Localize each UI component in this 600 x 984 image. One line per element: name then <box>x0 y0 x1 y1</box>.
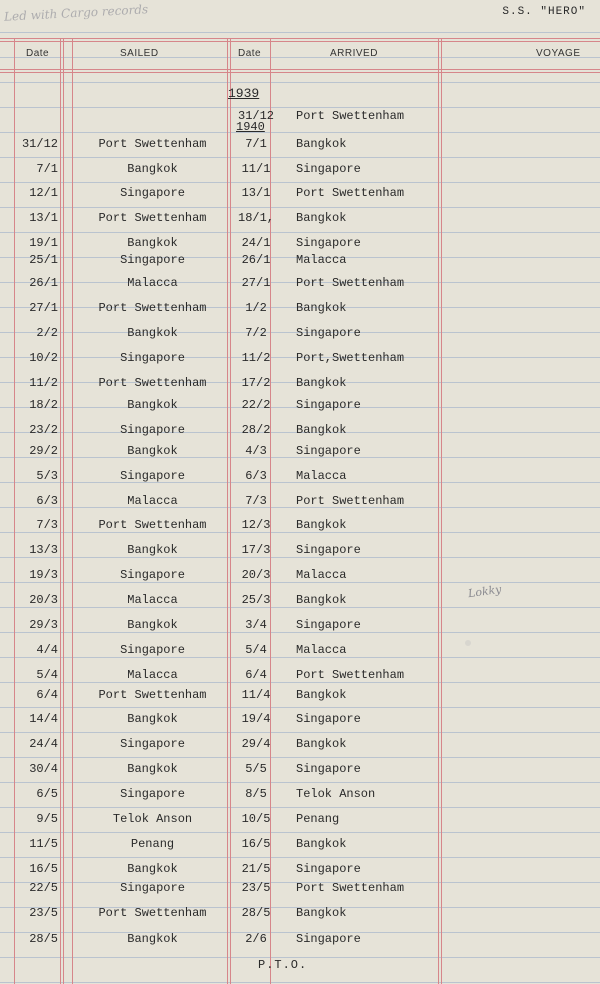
arrived-port: Bangkok <box>296 301 347 315</box>
arrived-port: Singapore <box>296 862 361 876</box>
arrived-date: 11/1 <box>241 162 271 176</box>
arrived-port: Bangkok <box>296 593 347 607</box>
arrived-date: 21/5 <box>241 862 271 876</box>
sailed-date: 7/3 <box>36 518 58 532</box>
arrived-date: 6/4 <box>245 668 267 682</box>
header-voyage: VOYAGE <box>536 48 581 59</box>
sailed-port: Singapore <box>120 186 185 200</box>
sailed-port: Singapore <box>120 469 185 483</box>
arrived-date: 17/3 <box>241 543 271 557</box>
arrived-port: Penang <box>296 812 340 826</box>
sailed-date: 5/3 <box>36 469 58 483</box>
arrived-port: Port Swettenham <box>296 668 405 682</box>
sailed-port: Bangkok <box>127 326 178 340</box>
arrived-date: 27/1 <box>241 276 271 290</box>
arrived-port: Singapore <box>296 618 361 632</box>
sailed-date: 23/2 <box>29 423 58 437</box>
arrived-port: Malacca <box>296 568 347 582</box>
arrived-port: Port Swettenham <box>296 276 405 290</box>
margin-line <box>14 38 15 984</box>
sailed-date: 7/1 <box>36 162 58 176</box>
col-divider-5b <box>441 38 442 984</box>
sailed-port: Bangkok <box>127 543 178 557</box>
sailed-port: Port Swettenham <box>98 301 207 315</box>
arrived-port: Bangkok <box>296 688 347 702</box>
sailed-port: Port Swettenham <box>98 688 207 702</box>
arrived-port: Port Swettenham <box>296 109 405 123</box>
arrived-date: 28/2 <box>241 423 271 437</box>
handwritten-note: Led with Cargo records <box>3 2 149 24</box>
sailed-date: 10/2 <box>29 351 58 365</box>
sailed-date: 19/1 <box>29 236 58 250</box>
sailed-port: Port Swettenham <box>98 211 207 225</box>
arrived-port: Singapore <box>296 932 361 946</box>
arrived-port: Malacca <box>296 469 347 483</box>
paper-mark <box>465 640 471 646</box>
sailed-port: Malacca <box>127 593 178 607</box>
col-divider-3b <box>230 38 231 984</box>
arrived-date: 10/5 <box>241 812 271 826</box>
arrived-port: Port,Swettenham <box>296 351 405 365</box>
sailed-date: 5/4 <box>36 668 58 682</box>
sailed-date: 12/1 <box>29 186 58 200</box>
arrived-date: 22/2 <box>241 398 271 412</box>
header-date-arrived: Date <box>238 48 262 59</box>
arrived-date: 1/2 <box>245 301 267 315</box>
col-divider-3 <box>227 38 228 984</box>
arrived-date: 18/1, <box>238 211 275 225</box>
col-divider-1b <box>63 38 64 984</box>
sailed-port: Singapore <box>120 423 185 437</box>
arrived-date: 11/4 <box>241 688 271 702</box>
arrived-port: Bangkok <box>296 837 347 851</box>
arrived-port: Singapore <box>296 398 361 412</box>
sailed-port: Port Swettenham <box>98 137 207 151</box>
arrived-date: 17/2 <box>241 376 271 390</box>
arrived-date: 23/5 <box>241 881 271 895</box>
arrived-port: Port Swettenham <box>296 881 405 895</box>
sailed-date: 18/2 <box>29 398 58 412</box>
arrived-port: Bangkok <box>296 423 347 437</box>
arrived-date: 5/5 <box>245 762 267 776</box>
sailed-date: 29/2 <box>29 444 58 458</box>
arrived-port: Singapore <box>296 236 361 250</box>
sailed-port: Singapore <box>120 787 185 801</box>
pencil-voyage-note: Lokky <box>467 582 503 601</box>
sailed-port: Bangkok <box>127 762 178 776</box>
sailed-date: 6/4 <box>36 688 58 702</box>
sailed-date: 28/5 <box>29 932 58 946</box>
col-divider-2 <box>72 38 73 984</box>
arrived-date: 16/5 <box>241 837 271 851</box>
sailed-date: 24/4 <box>29 737 58 751</box>
arrived-port: Singapore <box>296 162 361 176</box>
arrived-date: 2/6 <box>245 932 267 946</box>
page-footer: P.T.O. <box>258 958 308 972</box>
arrived-date: 4/3 <box>245 444 267 458</box>
arrived-date: 25/3 <box>241 593 271 607</box>
sailed-port: Singapore <box>120 568 185 582</box>
sailed-port: Bangkok <box>127 618 178 632</box>
arrived-port: Singapore <box>296 543 361 557</box>
arrived-date: 7/2 <box>245 326 267 340</box>
sailed-date: 30/4 <box>29 762 58 776</box>
sailed-port: Bangkok <box>127 932 178 946</box>
header-sailed: SAILED <box>120 48 159 59</box>
arrived-port: Bangkok <box>296 737 347 751</box>
sailed-port: Penang <box>130 837 175 851</box>
arrived-date: 28/5 <box>241 906 271 920</box>
year-1939: 1939 <box>228 86 260 101</box>
sailed-port: Malacca <box>127 668 178 682</box>
sailed-port: Malacca <box>127 494 178 508</box>
sailed-port: Port Swettenham <box>98 376 207 390</box>
sailed-date: 22/5 <box>29 881 58 895</box>
sailed-date: 29/3 <box>29 618 58 632</box>
header-top-rule-2 <box>0 41 600 42</box>
arrived-port: Port Swettenham <box>296 494 405 508</box>
sailed-date: 14/4 <box>29 712 58 726</box>
sailed-date: 20/3 <box>29 593 58 607</box>
sailed-port: Port Swettenham <box>98 518 207 532</box>
sailed-port: Bangkok <box>127 712 178 726</box>
arrived-date: 7/1 <box>245 137 267 151</box>
arrived-port: Bangkok <box>296 376 347 390</box>
arrived-port: Bangkok <box>296 518 347 532</box>
sailed-date: 13/1 <box>29 211 58 225</box>
arrived-date: 3/4 <box>245 618 267 632</box>
sailed-port: Singapore <box>120 737 185 751</box>
arrived-date: 6/3 <box>245 469 267 483</box>
sailed-port: Bangkok <box>127 236 178 250</box>
arrived-date: 12/3 <box>241 518 271 532</box>
arrived-date: 7/3 <box>245 494 267 508</box>
sailed-date: 23/5 <box>29 906 58 920</box>
sailed-port: Bangkok <box>127 444 178 458</box>
arrived-date: 5/4 <box>245 643 267 657</box>
sailed-date: 31/12 <box>21 137 58 151</box>
header-bottom-rule <box>0 69 600 70</box>
arrived-port: Malacca <box>296 643 347 657</box>
arrived-port: Singapore <box>296 444 361 458</box>
year-1940: 1940 <box>236 120 265 134</box>
sailed-date: 25/1 <box>29 253 58 267</box>
sailed-date: 6/5 <box>36 787 58 801</box>
sailed-port: Singapore <box>120 351 185 365</box>
arrived-port: Singapore <box>296 326 361 340</box>
arrived-port: Bangkok <box>296 137 347 151</box>
arrived-date: 20/3 <box>241 568 271 582</box>
arrived-date: 13/1 <box>241 186 271 200</box>
arrived-date: 29/4 <box>241 737 271 751</box>
sailed-date: 13/3 <box>29 543 58 557</box>
arrived-date: 26/1 <box>241 253 271 267</box>
arrived-port: Telok Anson <box>296 787 376 801</box>
arrived-port: Singapore <box>296 762 361 776</box>
sailed-port: Bangkok <box>127 862 178 876</box>
sailed-date: 26/1 <box>29 276 58 290</box>
sailed-date: 6/3 <box>36 494 58 508</box>
sailed-date: 19/3 <box>29 568 58 582</box>
arrived-port: Bangkok <box>296 211 347 225</box>
arrived-date: 11/2 <box>241 351 271 365</box>
sailed-port: Telok Anson <box>112 812 193 826</box>
sailed-port: Singapore <box>120 881 185 895</box>
arrived-port: Malacca <box>296 253 347 267</box>
arrived-port: Bangkok <box>296 906 347 920</box>
sailed-date: 11/2 <box>29 376 58 390</box>
header-date-sailed: Date <box>26 48 50 59</box>
header-top-rule <box>0 38 600 39</box>
sailed-port: Bangkok <box>127 398 178 412</box>
sailed-port: Port Swettenham <box>98 906 207 920</box>
arrived-date: 8/5 <box>245 787 267 801</box>
arrived-port: Singapore <box>296 712 361 726</box>
sailed-port: Singapore <box>120 253 185 267</box>
header-arrived: ARRIVED <box>330 48 378 59</box>
col-divider-5 <box>438 38 439 984</box>
sailed-port: Bangkok <box>127 162 178 176</box>
sailed-date: 2/2 <box>36 326 58 340</box>
col-divider-1 <box>60 38 61 984</box>
header-bottom-rule-2 <box>0 72 600 73</box>
sailed-port: Singapore <box>120 643 185 657</box>
arrived-date: 24/1 <box>241 236 271 250</box>
arrived-date: 31/12 <box>238 109 275 123</box>
sailed-date: 16/5 <box>29 862 58 876</box>
arrived-port: Port Swettenham <box>296 186 405 200</box>
sailed-date: 9/5 <box>36 812 58 826</box>
sailed-date: 4/4 <box>36 643 58 657</box>
arrived-date: 19/4 <box>241 712 271 726</box>
sailed-port: Malacca <box>127 276 178 290</box>
sailed-date: 27/1 <box>29 301 58 315</box>
ship-name: S.S. "HERO" <box>502 6 586 18</box>
sailed-date: 11/5 <box>29 837 58 851</box>
